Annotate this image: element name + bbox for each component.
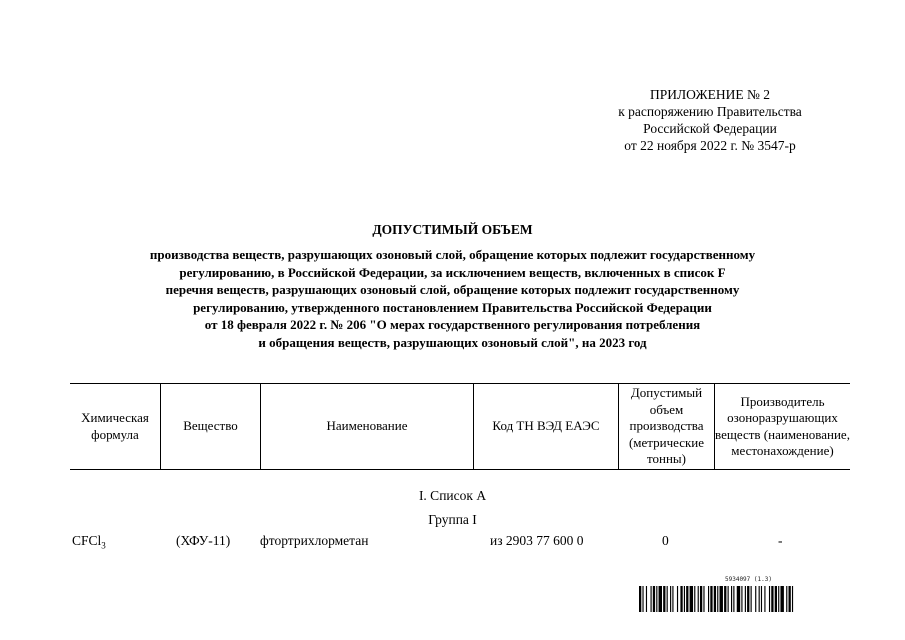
barcode-bar [717, 586, 718, 612]
barcode-bar [731, 586, 732, 612]
cell-producer: - [778, 533, 783, 548]
header-volume [618, 384, 714, 469]
header-formula-label: Химическая формула [81, 410, 149, 442]
barcode-bar [663, 586, 665, 612]
barcode-label: 5934097 (1.3) [725, 576, 772, 583]
barcode-bar [761, 586, 762, 612]
barcode-bar [667, 586, 668, 612]
barcode-bar [710, 586, 712, 612]
barcode-bar [639, 586, 641, 612]
subtitle-line: регулированию, утвержденного постановлением Правительства Российской Федерации [193, 299, 712, 315]
barcode-bar [642, 586, 643, 612]
subtitle-line: регулированию, в Российской Федерации, за исключением веществ, включенных в список F [179, 264, 726, 280]
appendix-number: ПРИЛОЖЕНИЕ № 2 [649, 87, 771, 102]
subtitle-line: производства веществ, разрушающих озоновый слой, обращение которых подлежит государственному [149, 247, 756, 262]
barcode-bar [680, 586, 682, 612]
table-header [70, 383, 850, 470]
header-formula [70, 384, 160, 469]
barcode-bar [789, 586, 791, 612]
header-name-label: Наименование [326, 418, 408, 434]
barcode-icon [639, 586, 859, 612]
table-row [70, 533, 850, 551]
barcode-bar [728, 586, 729, 612]
barcode-bar [780, 586, 783, 612]
document-subtitle [0, 246, 905, 351]
barcode-bar [708, 586, 709, 612]
barcode-bar [778, 586, 779, 612]
header-name [260, 384, 473, 469]
cell-volume: 0 [662, 533, 669, 548]
group-title: Группа I [428, 512, 477, 527]
appendix-reference: к распоряжению Правительства [618, 104, 802, 119]
header-volume-label: Допустимый объем производства (метрические тонны) [628, 385, 705, 467]
barcode-bar [703, 586, 704, 612]
section-title: I. Список А [418, 488, 487, 503]
cell-name: фтортрихлорметан [260, 533, 369, 548]
barcode-bar [690, 586, 693, 612]
cell-substance: (ХФУ-11) [176, 533, 231, 548]
barcode-bar [659, 586, 662, 612]
barcode-bar [714, 586, 716, 612]
barcode-bar [670, 586, 671, 612]
appendix-block [560, 86, 860, 154]
barcode-bar [759, 586, 760, 612]
barcode-bar [694, 586, 695, 612]
barcode-bar [792, 586, 793, 612]
barcode-bar [677, 586, 678, 612]
barcode-bar [651, 586, 652, 612]
header-code-label: Код ТН ВЭД ЕАЭС [492, 418, 600, 434]
barcode-bar [733, 586, 734, 612]
barcode-bar [672, 586, 673, 612]
cell-code: из 2903 77 600 0 [490, 533, 584, 548]
formula-base: CFCl [72, 533, 102, 548]
barcode-bar [741, 586, 742, 612]
header-substance-label: Вещество [183, 418, 238, 434]
barcode-bar [646, 586, 647, 612]
barcode-bar [686, 586, 688, 612]
barcode-bar [684, 586, 685, 612]
appendix-federation: Российской Федерации [643, 121, 777, 136]
barcode-bar [656, 586, 657, 612]
barcode-bar [700, 586, 702, 612]
barcode-bar [745, 586, 746, 612]
subtitle-line: перечня веществ, разрушающих озоновый слой, обращение которых подлежит государственному [165, 282, 740, 297]
barcode-bar [755, 586, 756, 612]
barcode-bar [720, 586, 723, 612]
barcode-bar [737, 586, 740, 612]
barcode-bar [747, 586, 749, 612]
header-substance [160, 384, 260, 469]
barcode-bar [769, 586, 770, 612]
document-title: ДОПУСТИМЫЙ ОБЪЕМ [372, 222, 533, 237]
appendix-date: от 22 ноября 2022 г. № 3547-р [624, 138, 796, 153]
barcode-bar [751, 586, 752, 612]
cell-formula [72, 533, 106, 551]
subtitle-line: и обращения веществ, разрушающих озоновый слой", на 2023 год [258, 334, 647, 350]
barcode-bar [771, 586, 773, 612]
barcode-bar [653, 586, 655, 612]
header-producer-label: Производитель озоноразрушающих веществ (наименование, местонахождение) [715, 393, 850, 458]
barcode-bar [764, 586, 765, 612]
barcode-bar [775, 586, 777, 612]
barcode-bar [786, 586, 787, 612]
header-code [473, 384, 618, 469]
header-producer [714, 384, 850, 469]
barcode-bar [698, 586, 699, 612]
formula-subscript: 3 [101, 540, 106, 551]
barcode-bar [724, 586, 726, 612]
subtitle-line: от 18 февраля 2022 г. № 206 "О мерах государственного регулирования потребления [204, 317, 701, 332]
